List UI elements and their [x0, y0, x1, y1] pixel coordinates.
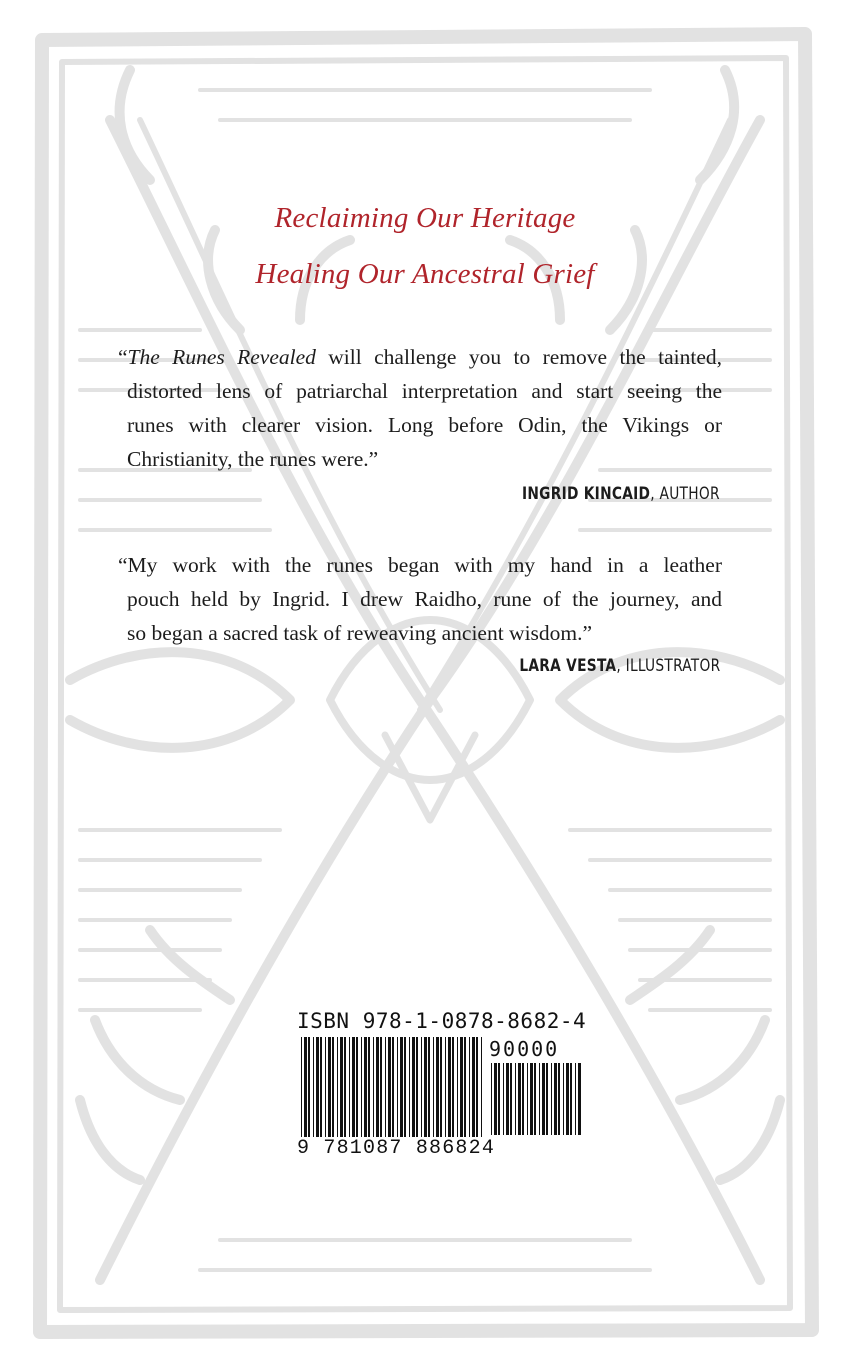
barcode-bar [518, 1063, 521, 1135]
barcode-bar [551, 1063, 552, 1135]
addon-barcode-bars [491, 1063, 581, 1139]
barcode-bar [503, 1063, 504, 1135]
price-code: 90000 [489, 1037, 560, 1061]
quote-1-line-3: runes with clearer vision. Long before Odin, the Vikings or [127, 413, 722, 437]
isbn-barcode [293, 1003, 589, 1163]
barcode-bar [546, 1063, 548, 1135]
barcode-bar [534, 1063, 536, 1135]
barcode-bar [542, 1063, 545, 1135]
ean-barcode-bars [301, 1037, 485, 1141]
barcode-bar [472, 1037, 475, 1137]
barcode-bar [515, 1063, 516, 1135]
barcode-bar [554, 1063, 557, 1135]
barcode-bar [491, 1063, 492, 1135]
barcode-bar [373, 1037, 374, 1137]
barcode-bar [412, 1037, 415, 1137]
barcode-bar [445, 1037, 446, 1137]
barcode-bar [308, 1037, 310, 1137]
barcode-bar [464, 1037, 466, 1137]
barcode-bar [563, 1063, 564, 1135]
barcode-bar [340, 1037, 343, 1137]
barcode-bar [506, 1063, 509, 1135]
barcode-bar [457, 1037, 458, 1137]
attribution-name: INGRID KINCAID [522, 484, 651, 504]
barcode-bar [304, 1037, 307, 1137]
barcode-bar [436, 1037, 439, 1137]
barcode-bar [494, 1063, 497, 1135]
barcode-bar [349, 1037, 350, 1137]
barcode-bar [361, 1037, 362, 1137]
ean-digits: 9 781087 886824 [297, 1137, 496, 1160]
barcode-bar [364, 1037, 367, 1137]
barcode-bar [421, 1037, 422, 1137]
barcode-bar [539, 1063, 540, 1135]
barcode-bar [409, 1037, 410, 1137]
barcode-bar [558, 1063, 560, 1135]
barcode-bar [313, 1037, 314, 1137]
barcode-bar [356, 1037, 358, 1137]
attribution-ingrid-kincaid [522, 484, 720, 504]
barcode-bar [481, 1037, 482, 1137]
attribution-lara-vesta [519, 656, 720, 676]
barcode-bar [522, 1063, 524, 1135]
barcode-bar [527, 1063, 528, 1135]
barcode-bar [316, 1037, 319, 1137]
barcode-bar [440, 1037, 442, 1137]
barcode-bar [530, 1063, 533, 1135]
barcode-bar [388, 1037, 391, 1137]
barcode-bar [325, 1037, 326, 1137]
barcode-bar [337, 1037, 338, 1137]
barcode-bar [352, 1037, 355, 1137]
barcode-bar [575, 1063, 576, 1135]
barcode-bar [368, 1037, 370, 1137]
barcode-bar [498, 1063, 500, 1135]
book-title: The Runes Revealed [127, 345, 316, 369]
barcode-bar [344, 1037, 346, 1137]
tagline-reclaiming-heritage: Reclaiming Our Heritage [274, 202, 576, 234]
barcode-bar [385, 1037, 386, 1137]
barcode-bar [332, 1037, 334, 1137]
quote-1-line-2: distorted lens of patriarchal interpretation and start seeing the [127, 379, 722, 403]
barcode-bar [376, 1037, 379, 1137]
barcode-bar [416, 1037, 418, 1137]
barcode-bar [428, 1037, 430, 1137]
attribution-role: , ILLUSTRATOR [615, 656, 720, 676]
barcode-bar [448, 1037, 451, 1137]
attribution-name: LARA VESTA [518, 656, 616, 676]
barcode-bar [510, 1063, 512, 1135]
tagline-healing-grief: Healing Our Ancestral Grief [255, 258, 595, 290]
barcode-bar [476, 1037, 478, 1137]
quote-1-line-1: “The Runes Revealed will challenge you to remove the tainted, [118, 345, 722, 369]
endorsement-quote-2 [118, 548, 722, 650]
barcode-bar [397, 1037, 398, 1137]
barcode-bar [424, 1037, 427, 1137]
isbn-number: ISBN 978-1-0878-8682-4 [297, 1009, 587, 1033]
barcode-bar [578, 1063, 581, 1135]
quote-2-line-2: pouch held by Ingrid. I drew Raidho, rune of the journey, and [127, 587, 722, 611]
barcode-bar [301, 1037, 302, 1137]
barcode-bar [320, 1037, 322, 1137]
quote-2-line-1: “My work with the runes began with my hand in a leather [118, 553, 722, 577]
barcode-bar [400, 1037, 403, 1137]
barcode-bar [404, 1037, 406, 1137]
barcode-bar [469, 1037, 470, 1137]
barcode-bar [460, 1037, 463, 1137]
barcode-bar [570, 1063, 572, 1135]
attribution-role: , AUTHOR [650, 484, 720, 504]
barcode-bar [380, 1037, 382, 1137]
barcode-bar [392, 1037, 394, 1137]
barcode-bar [452, 1037, 454, 1137]
quote-2-line-3: so began a sacred task of reweaving ancient wisdom.” [127, 621, 593, 645]
barcode-bar [566, 1063, 569, 1135]
barcode-bar [328, 1037, 331, 1137]
barcode-bar [433, 1037, 434, 1137]
endorsement-quote-1 [118, 340, 722, 476]
quote-1-line-4: Christianity, the runes were.” [127, 447, 379, 471]
